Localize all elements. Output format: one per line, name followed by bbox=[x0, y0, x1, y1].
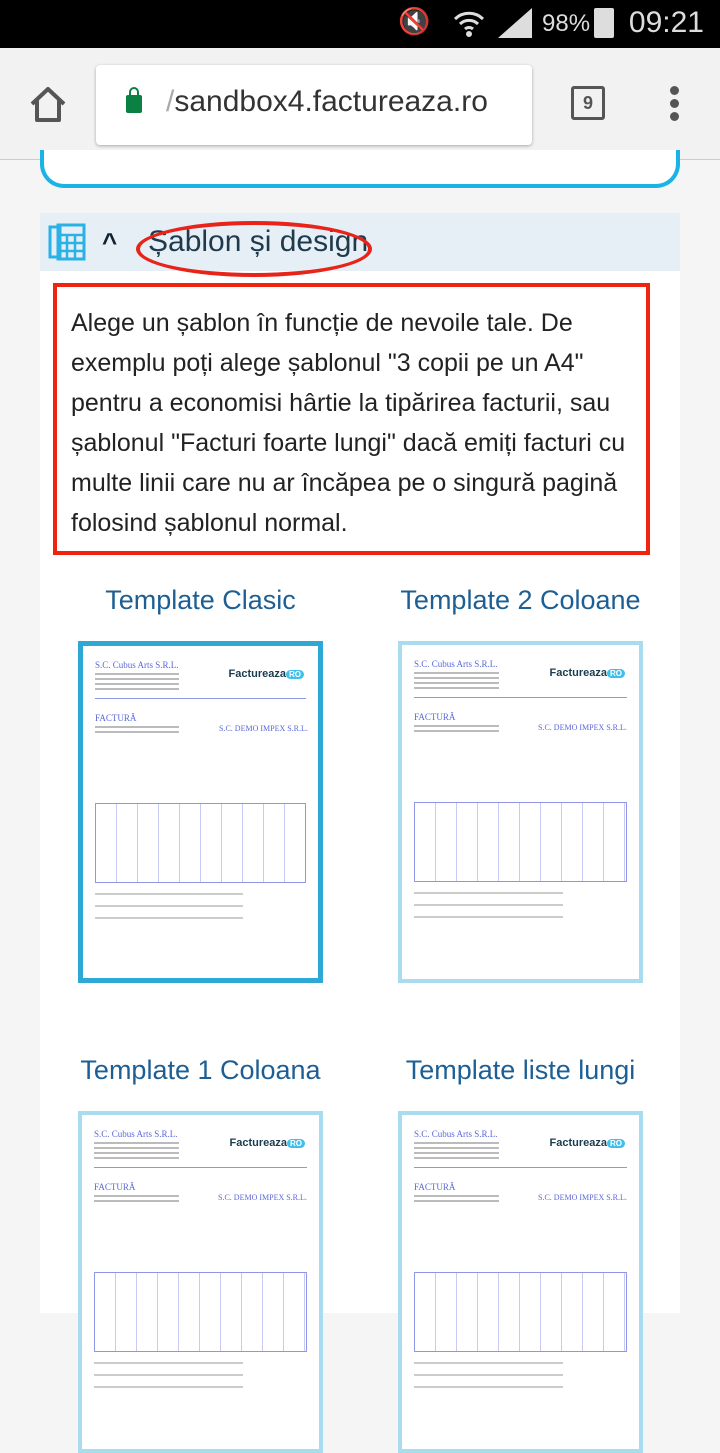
thumb-company: S.C. Cubus Arts S.R.L. bbox=[414, 659, 498, 669]
template-option[interactable] bbox=[398, 1055, 643, 1086]
battery-icon bbox=[594, 8, 614, 38]
thumb-logo: Factureaza RO bbox=[230, 1137, 305, 1149]
template-option[interactable] bbox=[78, 585, 323, 616]
template-label[interactable]: Template Clasic bbox=[105, 585, 296, 615]
chevron-up-icon[interactable]: ^ bbox=[102, 227, 118, 257]
thumb-doc-title: FACTURĂ bbox=[414, 1182, 456, 1192]
previous-card bbox=[40, 150, 680, 188]
wifi-icon bbox=[452, 7, 486, 41]
template-thumbnail[interactable] bbox=[398, 641, 643, 983]
tab-switcher-button[interactable]: 9 bbox=[571, 86, 605, 120]
template-label[interactable]: Template 2 Coloane bbox=[400, 585, 641, 615]
thumb-doc-title: FACTURĂ bbox=[95, 713, 137, 723]
section-description: Alege un șablon în funcție de nevoile tale. De exemplu poți alege șablonul "3 copii pe un A4" pentru a economisi hârtie la tipărirea facturii, sau șablonul "Facturi foarte lungi" dacă emiți facturi cu multe linii care nu ar încăpea pe o singură pagină folosind șablonul normal. bbox=[53, 283, 650, 555]
signal-icon bbox=[498, 8, 532, 38]
thumb-table bbox=[94, 1272, 307, 1352]
template-label[interactable]: Template 1 Coloana bbox=[80, 1055, 321, 1085]
thumb-doc-title: FACTURĂ bbox=[94, 1182, 136, 1192]
template-thumbnail[interactable] bbox=[78, 1111, 323, 1453]
home-icon[interactable] bbox=[28, 84, 68, 124]
thumb-client: S.C. DEMO IMPEX S.R.L. bbox=[538, 723, 627, 732]
annotation-ellipse bbox=[136, 221, 372, 277]
lock-icon bbox=[126, 95, 142, 113]
thumb-logo: Factureaza RO bbox=[550, 1137, 625, 1149]
thumb-client: S.C. DEMO IMPEX S.R.L. bbox=[538, 1193, 627, 1202]
vibrate-mute-icon: 🔇 bbox=[398, 6, 431, 36]
thumb-logo: Factureaza RO bbox=[550, 667, 625, 679]
thumb-table bbox=[95, 803, 306, 883]
thumb-company: S.C. Cubus Arts S.R.L. bbox=[94, 1129, 178, 1139]
browser-toolbar bbox=[0, 48, 720, 160]
url-text: /sandbox4.factureaza.ro bbox=[166, 85, 488, 118]
template-thumbnail[interactable] bbox=[78, 641, 323, 983]
thumb-client: S.C. DEMO IMPEX S.R.L. bbox=[219, 724, 308, 733]
overflow-menu-icon[interactable] bbox=[664, 86, 684, 126]
section-header[interactable] bbox=[40, 213, 680, 271]
thumb-client: S.C. DEMO IMPEX S.R.L. bbox=[218, 1193, 307, 1202]
template-option[interactable] bbox=[78, 1055, 323, 1086]
battery-percent: 98% bbox=[542, 10, 591, 37]
calculator-icon bbox=[48, 223, 86, 261]
thumb-doc-title: FACTURĂ bbox=[414, 712, 456, 722]
template-thumbnail[interactable] bbox=[398, 1111, 643, 1453]
thumb-company: S.C. Cubus Arts S.R.L. bbox=[414, 1129, 498, 1139]
thumb-table bbox=[414, 802, 627, 882]
template-option[interactable] bbox=[398, 585, 643, 616]
section-title: Șablon și design bbox=[148, 225, 369, 258]
thumb-company: S.C. Cubus Arts S.R.L. bbox=[95, 660, 179, 670]
clock: 09:21 bbox=[628, 6, 704, 39]
thumb-table bbox=[414, 1272, 627, 1352]
template-label[interactable]: Template liste lungi bbox=[405, 1055, 636, 1085]
thumb-logo: Factureaza RO bbox=[229, 668, 304, 680]
status-bar bbox=[0, 0, 720, 48]
address-bar[interactable] bbox=[96, 65, 532, 145]
